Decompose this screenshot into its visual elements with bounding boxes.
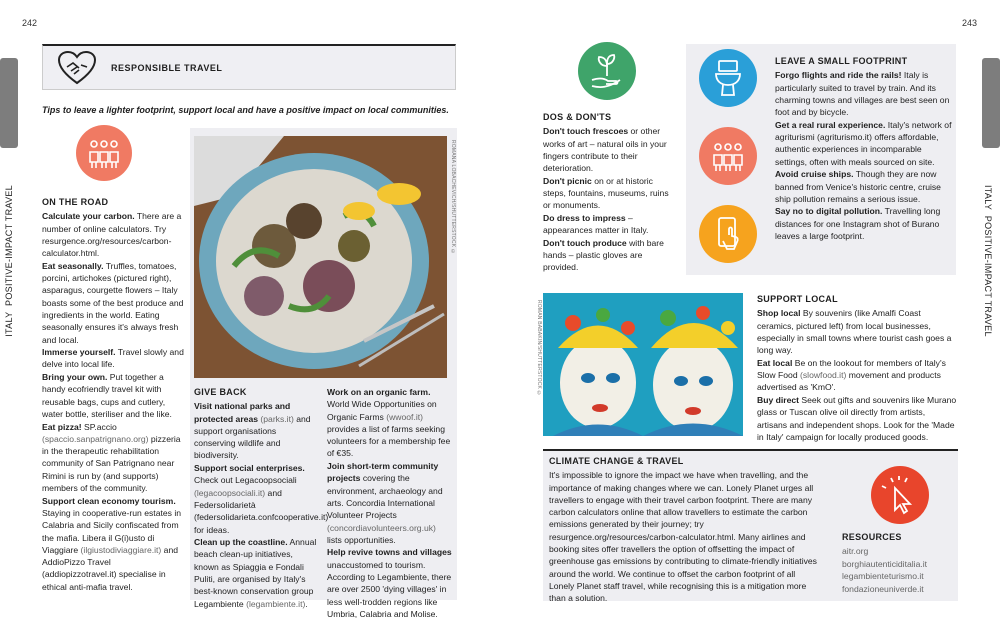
toilet-icon bbox=[699, 49, 757, 107]
climate-text: It's impossible to ignore the impact we have when travelling, and the importance of making changes where we can. Lonely Planet urges all travellers to engage with their travel carbon footprint. There are many carbon calculators online that allow travellers to estimate the carbon emissions generated by their journey; try resurgence.org/resources/carbon-calculator.html. Many airlines and booking sites offer travellers the option of offsetting the impact of greenhouse gas emissions by contributing to climate-friendly initiatives around the world. We continue to offset the carbon footprint of all Lonely Planet staff travel, while recognising this is a mitigation more than a solution. bbox=[549, 470, 817, 604]
cursor-click-icon bbox=[871, 466, 929, 524]
slowfood-link[interactable]: (slowfood.it) bbox=[800, 370, 847, 381]
on-the-road-heading: ON THE ROAD bbox=[42, 197, 109, 207]
list-item: Do dress to impress – appearances matter in Italy. bbox=[543, 212, 649, 236]
legambiente-link[interactable]: (legambiente.it) bbox=[246, 598, 306, 609]
community-icon-circle-2 bbox=[699, 127, 757, 185]
legacoop-link[interactable]: (legacoopsociali.it) bbox=[194, 487, 266, 498]
handshake-heart-icon bbox=[57, 50, 97, 86]
community-icon-circle bbox=[76, 125, 132, 181]
phone-icon-circle bbox=[699, 205, 757, 263]
list-item: Support clean economy tourism. Staying in cooperative-run estates in Calabria and Sicily confiscated from the mafia. Libera il G(i)usto di Viaggiare (ilgiustodiviaggiare.it) and AddioPizzo Travel (addiopizzotravel.it) specialise in ethical anti-mafia travel. bbox=[42, 495, 182, 592]
community-icon bbox=[76, 125, 132, 181]
list-item: Join short-term community projects covering the environment, archaeology and arts. Concordia International Volunteer Projects (concordiavolunteers.org.uk) lists opportunities. bbox=[327, 461, 443, 545]
list-item: Say no to digital pollution. Travelling long distances for one Instagram shot of Burano leaves a large footprint. bbox=[775, 206, 941, 242]
right-thumb-tab bbox=[982, 58, 1000, 148]
list-item: Forgo flights and ride the rails! Italy is particularly suited to travel by train. And its charming towns and villages are best seen on foot and by bicycle. bbox=[775, 70, 950, 118]
give-back-column bbox=[194, 386, 329, 610]
list-item: Work on an organic farm. World Wide Opportunities on Organic Farms (wwoof.it) provides a list of farms seeking volunteers for a membership fee of €35. bbox=[327, 387, 451, 459]
resource-link[interactable]: legambienteturismo.it bbox=[842, 571, 924, 582]
climate-column bbox=[549, 455, 819, 605]
list-item: Shop local By souvenirs (like Amalfi Coast ceramics, pictured left) from local businesses, especially in small towns where tourist cash goes a long way. bbox=[757, 308, 952, 356]
dos-donts-heading: DOS & DON'TS bbox=[543, 112, 612, 122]
resource-link[interactable]: borghiautenticiditalia.it bbox=[842, 558, 928, 569]
phone-touch-icon bbox=[699, 205, 757, 263]
list-item: Support social enterprises. Check out Legacoopsociali (legacoopsociali.it) and Federsolidarietà (federsolidarieta.confcooperative.it) for ideas. bbox=[194, 463, 329, 535]
list-item: Bring your own. Put together a handy ecofriendly travel kit with reusable bags, cups and cutlery, water bottle, steriliser and the like. bbox=[42, 372, 172, 419]
list-item: Avoid cruise ships. Though they are now banned from Venice's historic centre, cruise ship pollution remains a serious issue. bbox=[775, 169, 941, 204]
list-item: Eat local Be on the lookout for members of Italy's Slow Food (slowfood.it) movement and products advertised as 'KmO'. bbox=[757, 357, 946, 393]
resource-link[interactable]: fondazioneuniverde.it bbox=[842, 584, 924, 595]
list-item: Eat seasonally. Truffles, tomatoes, porcini, artichokes (pictured right), asparagus, courgette flowers – Italy boasts some of the best produce and ingredients in the world. Eating seasonally ensures it's always fresh and local. bbox=[42, 260, 184, 345]
list-item: Calculate your carbon. There are a number of online calculators. Try resurgence.org/resources/carbon-calculator.html. bbox=[42, 211, 182, 259]
on-the-road-column bbox=[42, 196, 187, 593]
resource-link[interactable]: aitr.org bbox=[842, 546, 869, 557]
section-title: RESPONSIBLE TRAVEL bbox=[111, 62, 223, 73]
plant-hand-icon bbox=[578, 42, 636, 100]
resources-column bbox=[842, 531, 958, 596]
give-back-heading: GIVE BACK bbox=[194, 387, 247, 397]
list-item: Don't touch frescoes or other works of art – natural oils in your fingers contribute to their deterioration. bbox=[543, 126, 667, 174]
list-item: Clean up the coastline. Annual beach clean-up initiatives, known as Spiaggia e Fondali Puliti, are organised by Italy's best-known conservation group Legambiente (legambiente.it). bbox=[194, 537, 317, 609]
right-page-number: 243 bbox=[962, 18, 978, 28]
list-item: Eat pizza! SP.accio (spaccio.sanpatrignano.org) pizzeria in the therapeutic rehabilitation community of San Patrignano near Rimini is run by (and supports) members of the community. bbox=[42, 421, 181, 494]
list-item: Get a real rural experience. Italy's network of agriturismi (agriturismo.it) offers affordable, authentic experiences in incomparable settings, often with meals sourced on site. bbox=[775, 119, 952, 167]
wwoof-link[interactable]: (wwoof.it) bbox=[386, 411, 423, 422]
list-item: Immerse yourself. Travel slowly and delve into local life. bbox=[42, 347, 184, 370]
parks-link[interactable]: (parks.it) bbox=[258, 413, 294, 424]
section-header bbox=[42, 44, 456, 90]
ceramic-heads-illustration bbox=[543, 293, 743, 436]
footprint-column bbox=[775, 55, 953, 243]
list-item: Visit national parks and protected areas (parks.it) and support organisations conserving wildlife and biodiversity. bbox=[194, 401, 311, 461]
left-page-number: 242 bbox=[22, 18, 38, 28]
list-item: Don't touch produce with bare hands – plastic gloves are provided. bbox=[543, 237, 664, 273]
dos-donts-column bbox=[543, 111, 673, 274]
ceramic-heads-photo bbox=[543, 293, 743, 436]
give-back-column-2 bbox=[327, 386, 453, 621]
artichoke-dish-illustration bbox=[194, 136, 447, 378]
concordia-link[interactable]: (concordiavolunteers.org.uk) bbox=[327, 522, 436, 533]
intro-text: Tips to leave a lighter footprint, support local and have a positive impact on local communities. bbox=[42, 105, 449, 115]
community-icon bbox=[699, 127, 757, 185]
list-item: Help revive towns and villages unaccustomed to tourism. According to Legambiente, there are over 2500 'dying villages' in less well-trodden regions like Umbria, Calabria and Molise. bbox=[327, 547, 452, 619]
ilgiusto-link[interactable]: (ilgiustodiviaggiare.it) bbox=[80, 544, 162, 555]
left-thumb-tab bbox=[0, 58, 18, 148]
list-item: Buy direct Seek out gifts and souvenirs like Murano glass or Tuscan olive oil directly from artists, artisans and independent shops. Look for the 'Made in Italy' campaign for locally produced goods. bbox=[757, 394, 957, 442]
right-side-label: ITALY POSITIVE-IMPACT TRAVEL bbox=[983, 185, 993, 337]
footprint-heading: LEAVE A SMALL FOOTPRINT bbox=[775, 56, 908, 66]
climate-heading: CLIMATE CHANGE & TRAVEL bbox=[549, 456, 684, 466]
left-side-label: ITALY POSITIVE-IMPACT TRAVEL bbox=[4, 185, 14, 337]
plant-icon-circle bbox=[578, 42, 636, 100]
artichoke-dish-photo bbox=[194, 136, 447, 378]
photo-credit-2: ROMAN BABAKIN/SHUTTERSTOCK © bbox=[536, 300, 542, 397]
cursor-icon-circle bbox=[871, 466, 929, 524]
photo-credit-1: ROMANA LOBACHEVICH/SHUTTERSTOCK © bbox=[450, 140, 456, 256]
list-item: Don't picnic on or at historic steps, fountains, museums, ruins or monuments. bbox=[543, 175, 669, 211]
support-local-column bbox=[757, 293, 957, 443]
toilet-icon-circle bbox=[699, 49, 757, 107]
resources-heading: RESOURCES bbox=[842, 532, 902, 542]
support-local-heading: SUPPORT LOCAL bbox=[757, 294, 838, 304]
spaccio-link[interactable]: (spaccio.sanpatrignano.org) bbox=[42, 433, 149, 444]
